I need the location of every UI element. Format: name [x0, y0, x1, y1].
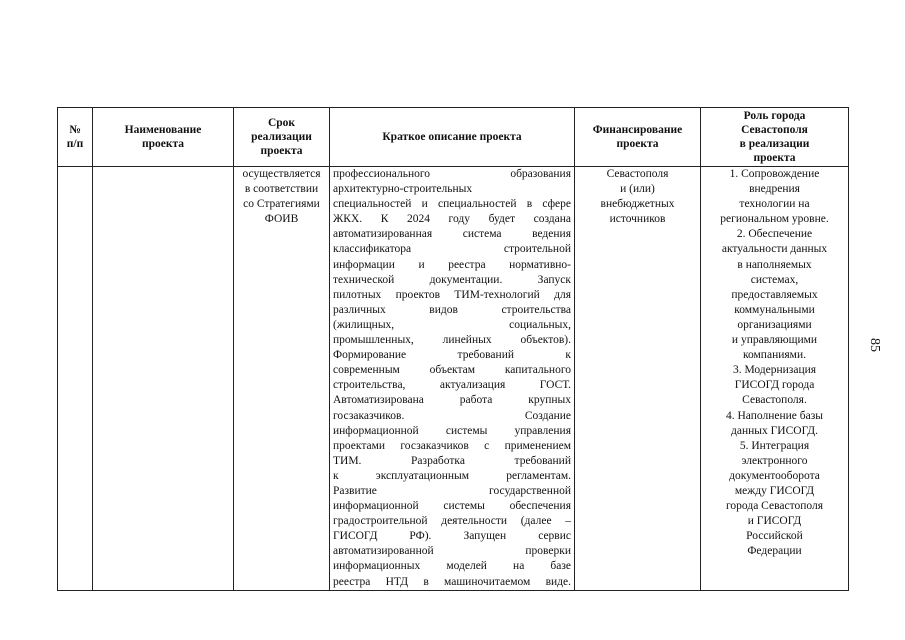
cell-num	[58, 167, 93, 591]
cell-term: осуществляется в соответствии со Стратегиями ФОИВ	[234, 167, 330, 591]
header-description: Краткое описание проекта	[330, 108, 575, 167]
header-role: Роль города Севастополя в реализации проекта	[701, 108, 849, 167]
table-header-row	[58, 108, 849, 167]
page-number: 85	[867, 338, 882, 352]
header-num: № п/п	[58, 108, 93, 167]
cell-name	[93, 167, 234, 591]
header-financing: Финансирование проекта	[575, 108, 701, 167]
header-term: Срок реализации проекта	[234, 108, 330, 167]
cell-description: профессионального образования архитектурно-строительных специальностей и специальностей в сфере ЖКХ. К 2024 году будет создана автоматизированная система ведения классификатора строительной информации и реестра нормативно- технической документации. Запуск пилотных проектов ТИМ-технологий для различных видов строительства (жилищных, социальных, промышленных, линейных объектов). Формирование требований к современным объектам капитального строительства, актуализация ГОСТ. Автоматизирована работа крупных госзаказчиков. Создание информационной системы управления проектами госзаказчиков с применением ТИМ. Разработка требований к эксплуатационным регламентам. Развитие государственной информационной системы обеспечения градостроительной деятельности (далее – ГИСОГД РФ). Запущен сервис автоматизированной проверки информационных моделей на базе реестра НТД в машиночитаемом виде.	[330, 167, 575, 591]
table-row	[58, 167, 849, 591]
projects-table	[57, 107, 849, 591]
cell-financing: Севастополя и (или) внебюджетных источников	[575, 167, 701, 591]
header-name: Наименование проекта	[93, 108, 234, 167]
cell-role: 1. Сопровождение внедрения технологии на региональном уровне. 2. Обеспечение актуальности данных в наполняемых системах, предоставляемых коммунальными организациями и управляющими компаниями. 3. Модернизация ГИСОГД города Севастополя. 4. Наполнение базы данных ГИСОГД. 5. Интеграция электронного документооборота между ГИСОГД города Севастополя и ГИСОГД Российской Федерации	[701, 167, 849, 591]
